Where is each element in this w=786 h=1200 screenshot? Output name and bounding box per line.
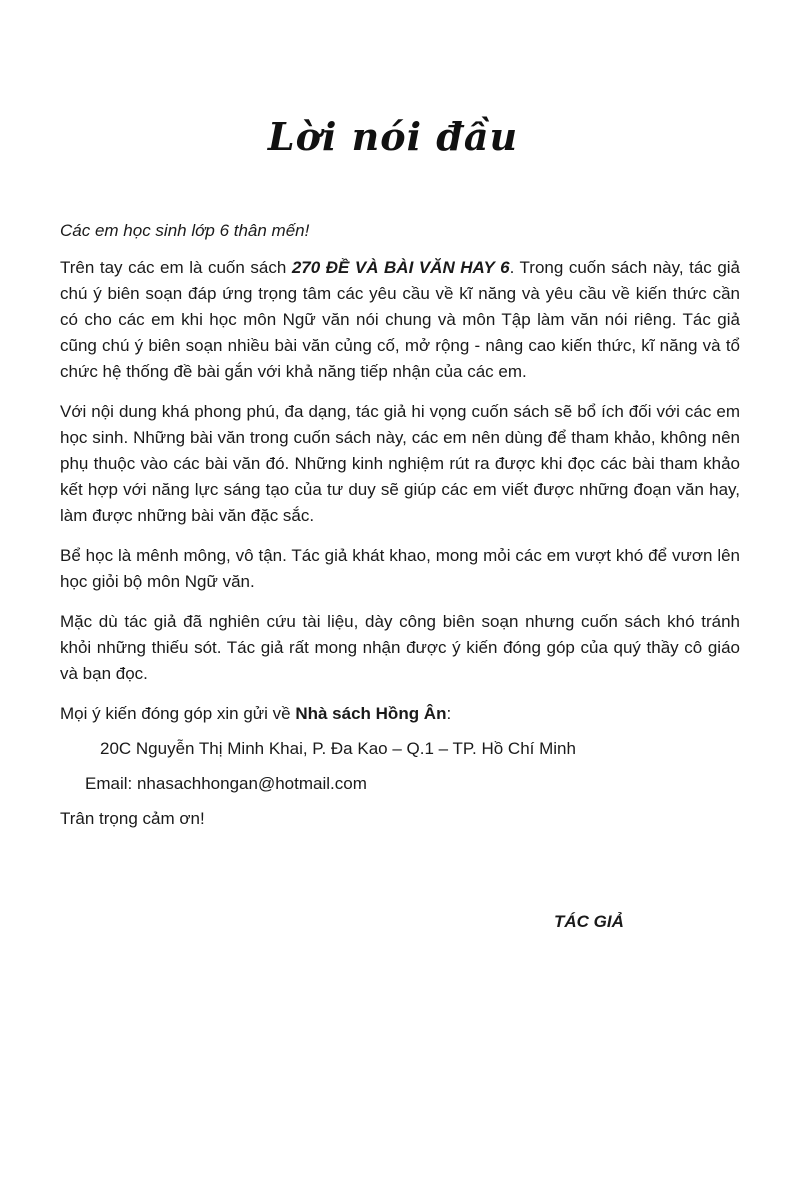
preface-body [60,218,740,832]
paragraph-4: Mặc dù tác giả đã nghiên cứu tài liệu, dày công biên soạn nhưng cuốn sách khó tránh khỏi những thiếu sót. Tác giả rất mong nhận được ý kiến đóng góp của quý thầy cô giáo và bạn đọc. [60,612,740,683]
publisher-email: Email: nhasachhongan@hotmail.com [85,774,367,793]
contact-colon: : [446,704,452,723]
greeting: Các em học sinh lớp 6 thân mến! [60,221,310,240]
contact-intro [60,701,740,727]
publisher-name: Nhà sách Hồng Ân [295,704,447,723]
paragraph-1-start: Trên tay các em là cuốn sách [60,258,292,277]
publisher-address: 20C Nguyễn Thị Minh Khai, P. Đa Kao – Q.1 – TP. Hồ Chí Minh [100,739,576,758]
author-signature: TÁC GIẢ [554,912,624,931]
page-title: Lời nói đầu [267,114,519,159]
book-title: 270 ĐỀ VÀ BÀI VĂN HAY 6 [291,258,510,277]
paragraph-2: Với nội dung khá phong phú, đa dạng, tác giả hi vọng cuốn sách sẽ bổ ích đối với các em học sinh. Những bài văn trong cuốn sách này, các em nên dùng để tham khảo, không nên phụ thuộc vào các bài văn đó. Những kinh nghiệm rút ra được khi đọc các bài tham khảo kết hợp với năng lực sáng tạo của tư duy sẽ giúp các em viết được những đoạn văn hay, làm được những bài văn đặc sắc. [60,402,740,525]
paragraph-1-rest: . Trong cuốn sách này, tác giả chú ý biên soạn đáp ứng trọng tâm các yêu cầu về kĩ năng và yêu cầu về kiến thức cần có cho các em khi học môn Ngữ văn nói chung và môn Tập làm văn nói riêng. Tác giả cũng chú ý biên soạn nhiều bài văn củng cố, mở rộng - nâng cao kiến thức, kĩ năng và tổ chức hệ thống đề bài gắn với khả năng tiếp nhận của các em. [60,258,741,381]
contact-intro-text: Mọi ý kiến đóng góp xin gửi về [60,704,296,723]
paragraph-3: Bể học là mênh mông, vô tận. Tác giả khát khao, mong mỏi các em vượt khó để vươn lên học giỏi bộ môn Ngữ văn. [60,546,740,591]
paragraph-1 [60,255,740,385]
closing-thanks: Trân trọng cảm ơn! [60,809,205,828]
